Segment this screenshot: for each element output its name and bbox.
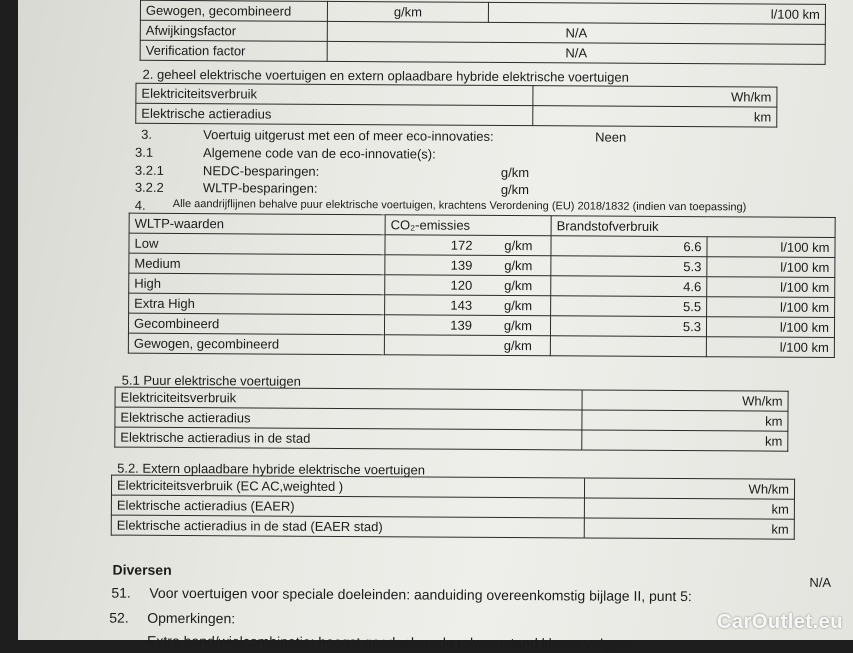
co2-cell — [384, 335, 550, 356]
co2-value: 143 — [450, 297, 473, 313]
row-unit: km — [584, 518, 794, 539]
item-text: Algemene code van de eco-innovatie(s): — [203, 145, 436, 162]
row-unit: Wh/km — [533, 86, 777, 107]
row-unit: Wh/km — [582, 390, 788, 411]
item-text: WLTP-besparingen: — [202, 180, 318, 196]
co2-cell — [385, 295, 551, 316]
co2-value: 139 — [450, 257, 473, 273]
row-label: Elektrische actieradius in de stad (EAER stad) — [111, 515, 584, 538]
fuel-unit: l/100 km — [707, 237, 835, 258]
table-row — [136, 103, 777, 127]
row-unit: km — [582, 410, 788, 431]
item-number: 51. — [111, 584, 131, 601]
item-number: 3. — [141, 126, 153, 142]
row-label: Verification factor — [140, 40, 327, 61]
row-label: Low — [129, 233, 385, 255]
co2-unit: g/km — [503, 317, 533, 334]
top-table — [140, 0, 826, 65]
fuel-value: 6.6 — [551, 236, 707, 257]
row-unit: km — [584, 498, 794, 519]
co2-unit: g/km — [503, 297, 533, 314]
section-2-heading: 2. geheel elektrische voertuigen en extern oplaadbare hybride elektrische voertuigen — [142, 66, 629, 85]
co2-unit: g/km — [504, 237, 533, 254]
row-label: Medium — [129, 253, 385, 275]
item-number: 3.1 — [135, 144, 154, 160]
watermark-logo: CarOutlet.eu — [716, 611, 843, 633]
document-content — [14, 0, 853, 652]
row-unit: km — [533, 106, 777, 127]
fuel-unit: l/100 km — [706, 317, 834, 338]
row-label: Elektriciteitsverbruik — [115, 387, 582, 410]
co2-cell — [385, 275, 551, 296]
fuel-unit: l/100 km — [707, 277, 835, 298]
column-header-fuel: Brandstofverbruik — [551, 216, 835, 238]
item-number: 3.2.1 — [134, 162, 164, 178]
section-4-number: 4. — [134, 197, 146, 213]
section-4-heading: Alle aandrijflijnen behalve puur elektrische voertuigen, krachtens Verordening (EU) 2018/1832 (indien van toepassing) — [172, 197, 747, 214]
fuel-value: 5.3 — [550, 316, 706, 337]
row-unit: Wh/km — [584, 478, 794, 499]
item-value: g/km — [500, 164, 530, 181]
row-value: N/A — [327, 41, 825, 64]
row-label: Elektriciteitsverbruik (EC AC,weighted ) — [111, 475, 584, 498]
fuel-value: 4.6 — [551, 276, 707, 297]
item-text: Opmerkingen: — [147, 609, 236, 627]
co2-unit: g/km — [504, 277, 533, 294]
row-label: Elektrische actieradius — [115, 407, 582, 430]
co2-value: 120 — [450, 277, 473, 293]
row-label: Gecombineerd — [128, 313, 384, 335]
row-unit-right: l/100 km — [770, 6, 820, 22]
item-value: Neen — [595, 129, 627, 145]
item-text: Voertuig uitgerust met een of meer eco-innovaties: — [203, 127, 494, 144]
item-value: N/A — [809, 574, 832, 590]
table-row — [115, 427, 788, 451]
row-value: N/A — [327, 21, 825, 44]
row-label: Elektrische actieradius — [136, 103, 533, 125]
co2-cell — [384, 315, 550, 336]
fuel-unit: l/100 km — [707, 257, 835, 278]
item-number: 3.2.2 — [134, 179, 164, 195]
row-label: Extra High — [129, 293, 385, 315]
fuel-unit: l/100 km — [707, 297, 835, 318]
co2-cell — [385, 255, 551, 276]
table-row — [111, 515, 794, 539]
row-label: High — [129, 273, 385, 295]
column-header-co2: CO₂-emissies — [385, 215, 551, 236]
row-unit: g/km — [327, 1, 488, 22]
document-page — [18, 0, 853, 652]
section-5-1-heading: 5.1 Puur elektrische voertuigen — [121, 372, 301, 389]
cut-off-line: Extra band/wielcombinatie: hoogst goedgekeurde rolweerstand klasse volgens — [147, 632, 634, 652]
row-label: Elektrische actieradius in de stad — [115, 427, 582, 450]
co2-cell — [385, 235, 551, 256]
row-label: Elektrische actieradius (EAER) — [111, 495, 584, 518]
section-2-table — [135, 83, 777, 128]
fuel-value: 5.5 — [551, 296, 707, 317]
item-text: NEDC-besparingen: — [202, 163, 320, 179]
co2-value: 139 — [450, 317, 473, 333]
table-row — [128, 333, 834, 357]
row-label: Elektriciteitsverbruik — [136, 83, 533, 105]
table-row — [140, 40, 825, 64]
column-header-wltp: WLTP-waarden — [129, 213, 385, 235]
row-value — [488, 2, 825, 24]
section-5-2-heading: 5.2. Extern oplaadbare hybride elektrische voertuigen — [117, 460, 426, 478]
row-unit: km — [582, 430, 788, 451]
row-label: Afwijkingsfactor — [140, 20, 327, 41]
co2-unit: g/km — [504, 257, 533, 274]
co2-value — [390, 349, 472, 350]
item-number: 52. — [109, 609, 129, 626]
row-label: Gewogen, gecombineerd — [128, 333, 384, 355]
diversen-heading: Diversen — [112, 561, 172, 578]
fuel-value — [550, 336, 706, 357]
fuel-value: 5.3 — [551, 256, 707, 277]
section-5-1-table — [114, 387, 788, 452]
co2-value: 172 — [450, 237, 473, 253]
co2-unit: g/km — [503, 337, 532, 354]
section-5-2-table — [111, 475, 795, 540]
item-value: g/km — [500, 181, 530, 198]
fuel-unit: l/100 km — [706, 337, 834, 358]
row-label: Gewogen, gecombineerd — [140, 0, 327, 21]
wltp-table — [128, 213, 836, 358]
item-text: Voor voertuigen voor speciale doeleinden: aanduiding overeenkomstig bijlage II, punt 5: — [149, 584, 692, 605]
